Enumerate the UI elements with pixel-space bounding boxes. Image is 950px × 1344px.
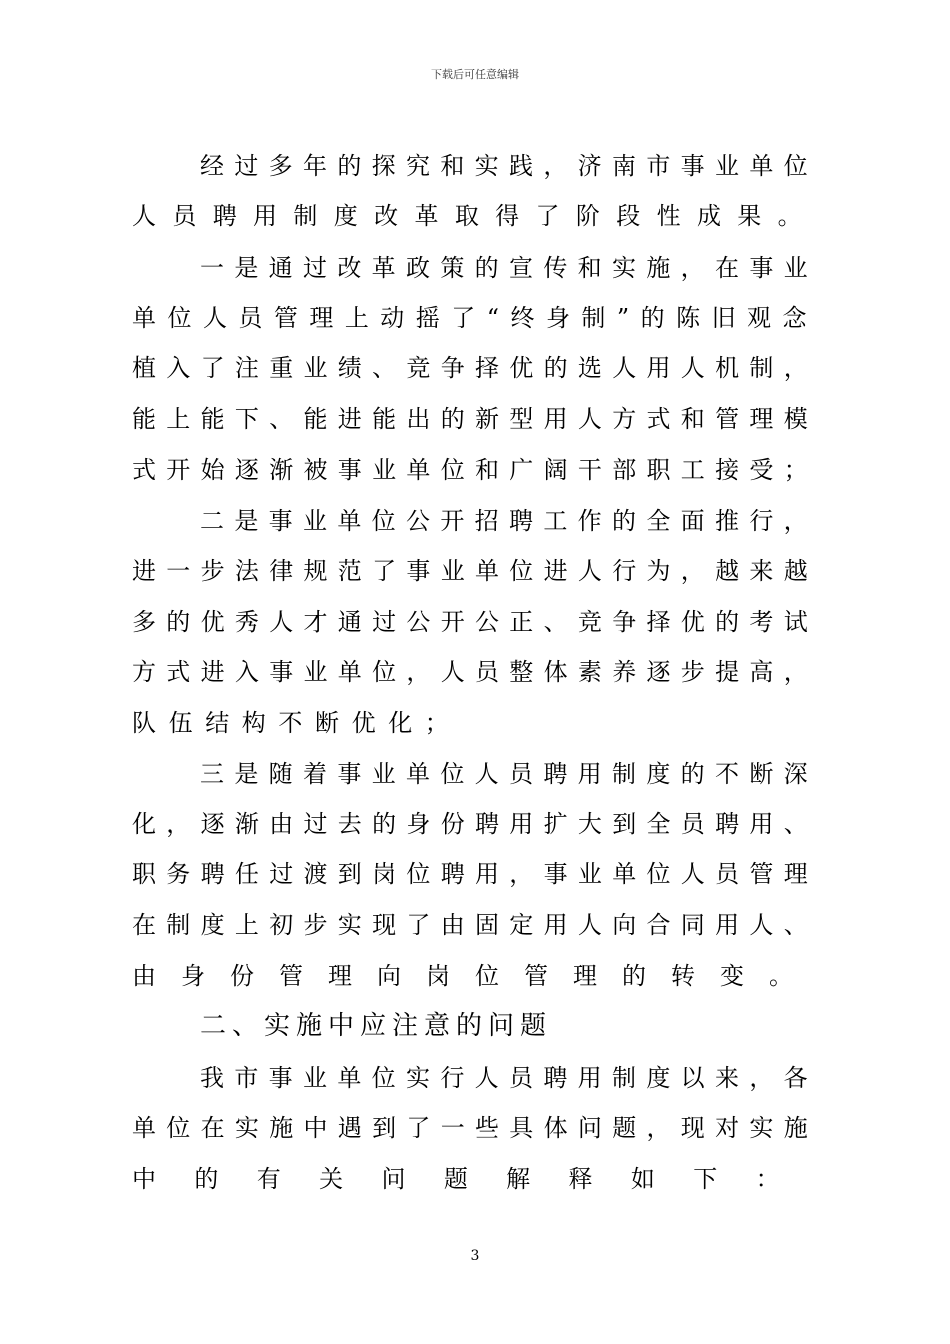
text-line: 化，逐渐由过去的身份聘用扩大到全员聘用、 <box>132 810 818 838</box>
text-line: 队伍结构不断优化； <box>132 709 462 737</box>
text-line: 单位人员管理上动摇了“终身制”的陈旧观念 <box>132 304 818 332</box>
text-line: 植入了注重业绩、竞争择优的选人用人机制， <box>132 354 818 382</box>
text-line: 二是事业单位公开招聘工作的全面推行， <box>200 507 818 535</box>
text-line: 中的有关问题解释如下： <box>132 1165 818 1193</box>
text-line: 式开始逐渐被事业单位和广阔干部职工接受； <box>132 456 818 484</box>
text-line: 我市事业单位实行人员聘用制度以来，各 <box>200 1064 818 1092</box>
text-line: 人员聘用制度改革取得了阶段性成果。 <box>132 202 818 230</box>
text-line: 单位在实施中遇到了一些具体问题，现对实施 <box>132 1114 818 1142</box>
text-line: 多的优秀人才通过公开公正、竞争择优的考试 <box>132 608 818 636</box>
text-line: 方式进入事业单位，人员整体素养逐步提高， <box>132 658 818 686</box>
section-heading: 二、实施中应注意的问题 <box>200 1011 553 1041</box>
text-line: 进一步法律规范了事业单位进人行为，越来越 <box>132 557 818 585</box>
text-line: 职务聘任过渡到岗位聘用，事业单位人员管理 <box>132 860 818 888</box>
text-line: 一是通过改革政策的宣传和实施，在事业 <box>200 254 818 282</box>
text-line: 能上能下、能进能出的新型用人方式和管理模 <box>132 405 818 433</box>
text-line: 在制度上初步实现了由固定用人向合同用人、 <box>132 911 818 939</box>
text-line: 由身份管理向岗位管理的转变。 <box>132 962 818 990</box>
text-line: 三是随着事业单位人员聘用制度的不断深 <box>200 760 818 788</box>
text-line: 经过多年的探究和实践，济南市事业单位 <box>200 152 818 180</box>
page-number: 3 <box>470 1248 480 1264</box>
page-header: 下载后可任意编辑 <box>431 68 519 81</box>
